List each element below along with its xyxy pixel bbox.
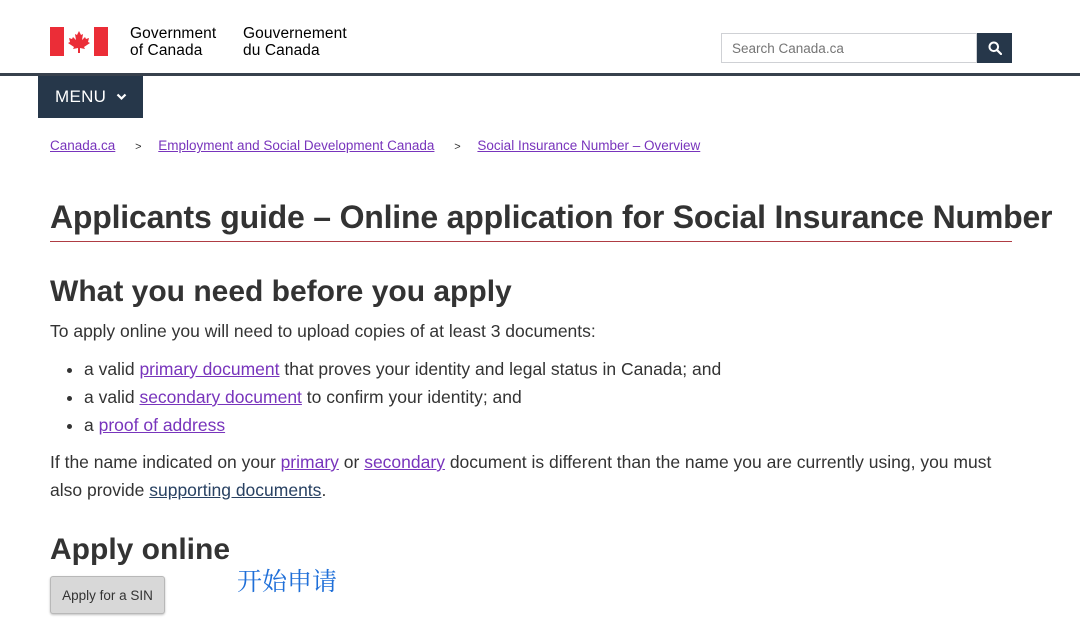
primary-document-link[interactable]: primary document [139, 359, 280, 379]
signature-french[interactable] [243, 25, 347, 59]
search-input[interactable] [721, 33, 977, 63]
note-text: or [338, 452, 365, 472]
list-item [84, 411, 721, 439]
primary-link[interactable]: primary [280, 452, 339, 472]
canada-flag-icon[interactable] [50, 27, 108, 56]
breadcrumb-item-sin-overview[interactable]: Social Insurance Number – Overview [477, 138, 701, 153]
secondary-link[interactable]: secondary [364, 452, 445, 472]
documents-list [50, 355, 721, 439]
section-heading-apply: Apply online [50, 533, 230, 566]
breadcrumb-separator: > [454, 141, 461, 153]
menu-label: MENU [55, 87, 107, 106]
breadcrumb-separator: > [135, 141, 142, 153]
signature-english[interactable] [130, 25, 216, 59]
apply-for-sin-button[interactable]: Apply for a SIN [50, 576, 165, 614]
item-prefix: a [84, 415, 99, 435]
breadcrumb [50, 138, 700, 153]
annotation-text: 开始申请 [237, 567, 338, 596]
breadcrumb-item-esdc[interactable]: Employment and Social Development Canada [158, 138, 435, 153]
search-button[interactable] [977, 33, 1012, 63]
item-suffix: to confirm your identity; and [301, 387, 522, 407]
note-text: document is different than the name you are currently using, you must also provide [50, 452, 992, 500]
name-change-note [50, 448, 1010, 504]
section-heading-need: What you need before you apply [50, 275, 512, 308]
supporting-documents-link[interactable]: supporting documents [149, 480, 322, 500]
list-item [84, 383, 721, 411]
secondary-document-link[interactable]: secondary document [139, 387, 302, 407]
breadcrumb-item-canada[interactable]: Canada.ca [50, 138, 116, 153]
page-title: Applicants guide – Online application for Social Insurance Number [50, 198, 1012, 242]
signature-en-line1: Government [130, 25, 217, 42]
item-prefix: a valid [84, 359, 140, 379]
item-prefix: a valid [84, 387, 140, 407]
list-item [84, 355, 721, 383]
menu-button[interactable] [38, 76, 143, 118]
signature-fr-line1: Gouvernement [243, 25, 347, 42]
search-icon [988, 41, 1002, 55]
chevron-down-icon [116, 93, 127, 101]
item-suffix: that proves your identity and legal status in Canada; and [279, 359, 722, 379]
signature-en-line2: of Canada [130, 42, 203, 59]
note-text: . [321, 480, 327, 500]
intro-text: To apply online you will need to upload copies of at least 3 documents: [50, 321, 596, 341]
site-header [0, 0, 1080, 76]
signature-fr-line2: du Canada [243, 42, 320, 59]
note-text: If the name indicated on your [50, 452, 281, 472]
proof-of-address-link[interactable]: proof of address [98, 415, 226, 435]
